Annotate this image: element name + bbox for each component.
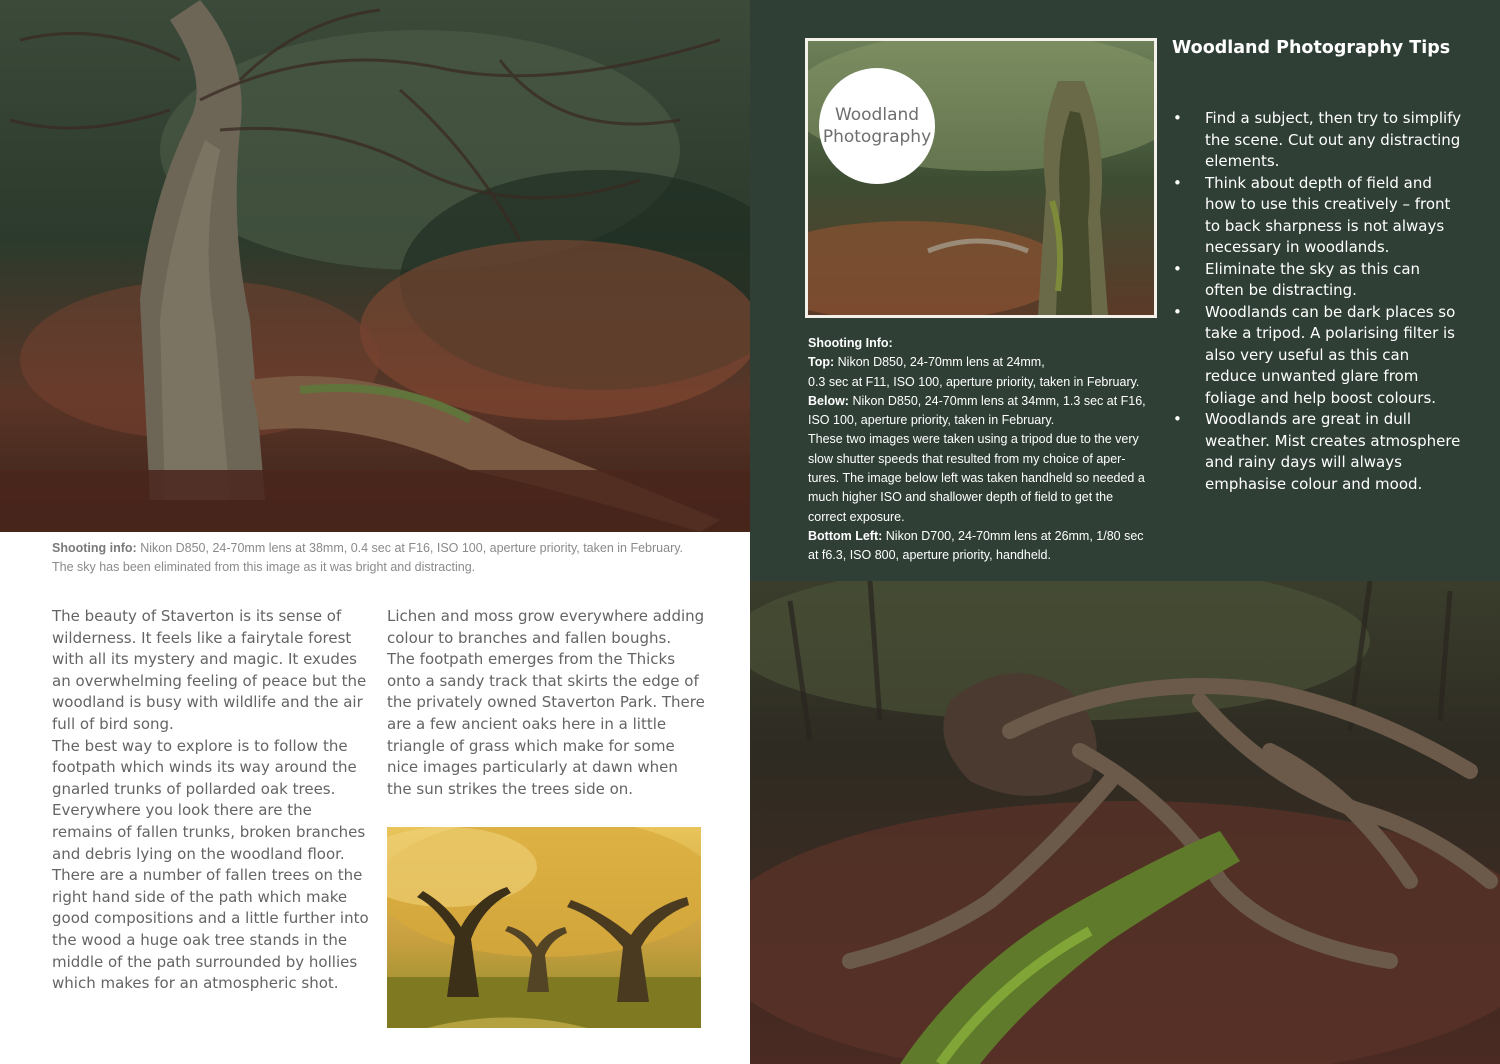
column2-paragraph-2: The footpath emerges from the Thicks onto a sandy track that skirts the edge of the privately owned Staverton Park. There are a few ancient oaks here in a little triangle of grass which make for some nice images particularly at dawn when the sun strikes the trees side on. — [387, 650, 705, 798]
hero-caption-line2: The sky has been eliminated from this image as it was bright and distracting. — [52, 560, 476, 574]
hero-photo — [0, 0, 750, 532]
shooting-bottom-left-text: Nikon D700, 24-70mm lens at 26mm, 1/80 sec — [885, 528, 1144, 543]
column2-paragraph-1: Lichen and moss grow everywhere adding colour to branches and fallen boughs. — [387, 607, 705, 647]
tip-item: • Eliminate the sky as this can often be distracting. — [1172, 259, 1462, 302]
hero-caption-text: Nikon D850, 24-70mm lens at 38mm, 0.4 sec at F16, ISO 100, aperture priority, taken in February. — [140, 541, 684, 555]
tips-list — [1172, 108, 1462, 495]
hero-caption — [52, 539, 732, 577]
body-column-2 — [387, 606, 705, 800]
bottom-photo — [750, 581, 1500, 1064]
tip-item: • Think about depth of field and how to use this creatively – front to back sharpness is not always necessary in woodlands. — [1172, 173, 1462, 259]
shooting-note: These two images were taken using a tripod due to the very slow shutter speeds that resulted from my choice of aper-tures. The image below left was taken handheld so needed a much higher ISO and shallower depth of field to get the correct exposure. — [808, 432, 1145, 524]
bottom-photo-graphic — [750, 581, 1500, 1064]
shooting-top-text: Nikon D850, 24-70mm lens at 24mm, — [837, 355, 1045, 370]
woodland-photography-badge — [819, 68, 935, 184]
shooting-top-label: Top: — [808, 355, 835, 370]
shooting-below-text-2: ISO 100, aperture priority, taken in February. — [808, 413, 1055, 428]
tip-item: • Woodlands can be dark places so take a tripod. A polarising filter is also very useful as this can reduce unwanted glare from foliage and help boost colours. — [1172, 302, 1462, 410]
badge-line-2: Photography — [822, 127, 932, 147]
tip-item: • Find a subject, then try to simplify the scene. Cut out any distracting elements. — [1172, 108, 1462, 173]
shooting-below-text: Nikon D850, 24-70mm lens at 34mm, 1.3 sec at F16, — [852, 393, 1146, 408]
shooting-below-label: Below: — [808, 393, 849, 408]
shooting-info-heading: Shooting Info: — [808, 336, 893, 350]
shooting-info-box — [808, 334, 1153, 566]
oaks-photo-graphic — [387, 827, 701, 1028]
column1-paragraph-2: The best way to explore is to follow the footpath which winds its way around the gnarled trunks of pollarded oak trees. Everywhere you look there are the remains of fallen trunks, broken branches and debris lying on the woodland floor. There are a number of fallen trees on the right hand side of the path which make good compositions and a little further into the wood a huge oak tree stands in the middle of the path surrounded by hollies which makes for an atmospheric shot. — [52, 736, 369, 993]
oaks-photo — [387, 827, 701, 1028]
shooting-bottom-left-label: Bottom Left: — [808, 528, 883, 543]
shooting-top-text-2: 0.3 sec at F11, ISO 100, aperture priority, taken in February. — [808, 374, 1140, 389]
shooting-bottom-left-text-2: at f6.3, ISO 800, aperture priority, handheld. — [808, 548, 1051, 563]
tips-title: Woodland Photography Tips — [1172, 38, 1451, 58]
hero-caption-label: Shooting info: — [52, 541, 137, 555]
hero-photo-graphic — [0, 0, 750, 532]
column1-paragraph-1: The beauty of Staverton is its sense of wilderness. It feels like a fairytale forest with all its mystery and magic. It exudes an overwhelming feeling of peace but the woodland is busy with wildlife and the air full of bird song. — [52, 607, 367, 733]
badge-line-1: Woodland — [834, 105, 920, 125]
body-column-1 — [52, 606, 370, 995]
tip-item: • Woodlands are great in dull weather. Mist creates atmosphere and rainy days will always emphasise colour and mood. — [1172, 409, 1462, 495]
